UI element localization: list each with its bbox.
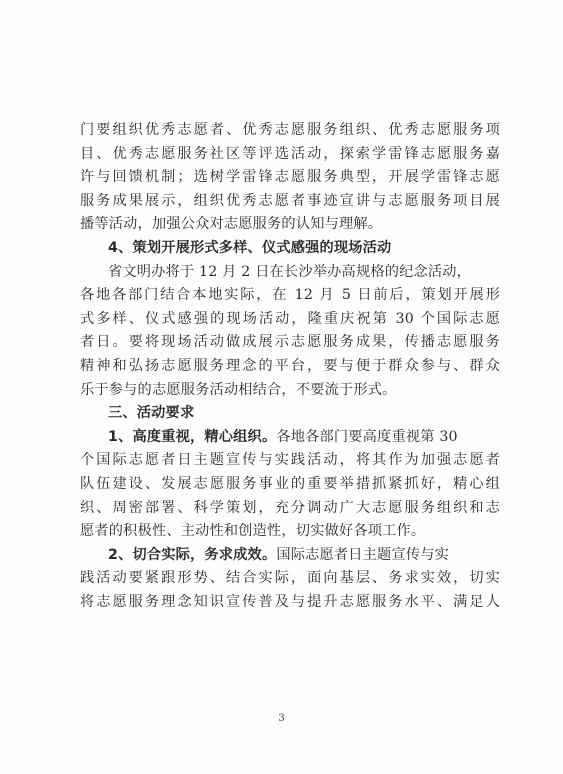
text-line: 者日。要将现场活动做成展示志愿服务成果，传播志愿服务 — [80, 334, 500, 351]
section-heading-4: 4、策划开展形式多样、仪式感强的现场活动 — [108, 239, 392, 256]
text-line: 省文明办将于 12 月 2 日在长沙举办高规格的纪念活动， — [108, 263, 472, 280]
text-line: 织、周密部署、科学策划，充分调动广大志愿服务组织和志 — [80, 499, 500, 516]
requirement-lead: 2、切合实际，务求成效。 — [108, 546, 277, 563]
paragraph-onsite-activities — [80, 261, 500, 403]
text-line: 门要组织优秀志愿者、优秀志愿服务组织、优秀志愿服务项 — [80, 122, 500, 138]
text-line: 队伍建设、发展志愿服务事业的重要举措抓紧抓好，精心组 — [80, 475, 500, 492]
text-line: 播等活动，加强公众对志愿服务的认知与理解。 — [80, 216, 383, 233]
text-line: 许与回馈机制；选树学雷锋志愿服务典型，开展学雷锋志愿 — [80, 169, 500, 186]
requirement-text: 国际志愿者日主题宣传与实 — [276, 546, 449, 563]
text-line: 服务成果展示，组织优秀志愿者事迹宣讲与志愿服务项目展 — [80, 192, 500, 209]
paragraph-requirement-2 — [80, 544, 500, 615]
requirement-text: 各地各部门要高度重视第 30 — [276, 428, 458, 445]
text-line: 愿者的积极性、主动性和创造性，切实做好各项工作。 — [80, 523, 426, 540]
text-line: 个国际志愿者日主题宣传与实践活动，将其作为加强志愿者 — [80, 452, 500, 469]
text-line: 将志愿服务理念知识宣传普及与提升志愿服务水平、满足人 — [80, 593, 500, 610]
text-line: 乐于参与的志愿服务活动相结合，不要流于形式。 — [80, 381, 397, 398]
requirement-lead: 1、高度重视，精心组织。 — [108, 428, 277, 445]
paragraph-awards — [80, 119, 500, 237]
text-line: 式多样、仪式感强的现场活动，隆重庆祝第 30 个国际志愿 — [80, 310, 500, 327]
text-line — [80, 544, 500, 568]
paragraph-requirement-1 — [80, 426, 500, 544]
text-line: 精神和弘扬志愿服务理念的平台，要与便于群众参与、群众 — [80, 357, 500, 374]
text-line: 目、优秀志愿服务社区等评选活动，探索学雷锋志愿服务嘉 — [80, 145, 500, 162]
text-line: 各地各部门结合本地实际，在 12 月 5 日前后，策划开展形 — [80, 287, 500, 304]
text-line — [80, 426, 500, 450]
text-line: 践活动要紧跟形势、结合实际，面向基层、务求实效，切实 — [80, 570, 500, 587]
page-number: 3 — [278, 713, 285, 724]
section-heading-requirements: 三、活动要求 — [108, 405, 195, 422]
document-body — [80, 119, 500, 614]
